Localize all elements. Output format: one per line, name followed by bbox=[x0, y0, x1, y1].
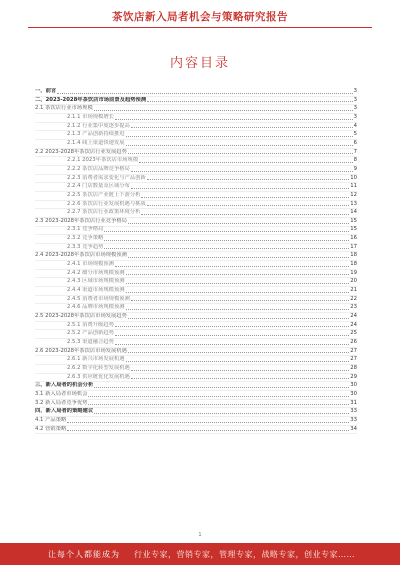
toc-entry[interactable] bbox=[35, 88, 357, 97]
toc-leader-dots bbox=[126, 292, 350, 293]
toc-entry[interactable] bbox=[35, 244, 357, 253]
toc-leader-dots bbox=[67, 430, 349, 431]
toc-leader-dots bbox=[131, 300, 349, 301]
toc-entry-page: 24 bbox=[350, 313, 357, 320]
toc-entry-page: 5 bbox=[353, 131, 357, 138]
toc-leader-dots bbox=[126, 274, 350, 275]
toc-entry-page: 16 bbox=[350, 235, 357, 242]
toc-entry-page: 14 bbox=[350, 209, 357, 216]
toc-entry[interactable] bbox=[35, 140, 357, 149]
toc-entry-label: 2.2.1 2023年茶饮店市场规模 bbox=[67, 157, 139, 164]
toc-leader-dots bbox=[141, 197, 349, 198]
toc-entry[interactable] bbox=[35, 287, 357, 296]
toc-leader-dots bbox=[128, 318, 349, 319]
toc-entry-label: 2.6.1 新兴市场发展机遇 bbox=[67, 356, 125, 363]
toc-leader-dots bbox=[126, 145, 353, 146]
toc-leader-dots bbox=[115, 266, 349, 267]
toc-entry-label: 2.3.2 竞争策略 bbox=[67, 235, 104, 242]
toc-entry-page: 3 bbox=[353, 87, 357, 94]
toc-entry[interactable] bbox=[35, 97, 357, 106]
toc-leader-dots bbox=[131, 188, 349, 189]
toc-entry-page: 22 bbox=[350, 295, 357, 302]
page-header bbox=[0, 0, 400, 30]
toc-leader-dots bbox=[126, 136, 353, 137]
toc-entry-label: 2.1.2 行业集中度逐步提高 bbox=[67, 122, 130, 129]
toc-entry[interactable] bbox=[35, 382, 357, 391]
toc-entry[interactable] bbox=[35, 426, 357, 435]
toc-entry-page: 18 bbox=[350, 252, 357, 259]
toc-entry[interactable] bbox=[35, 157, 357, 166]
toc-entry-page: 18 bbox=[350, 261, 357, 268]
toc-leader-dots bbox=[88, 404, 349, 405]
toc-entry-label: 4.2 营销策略 bbox=[35, 425, 67, 432]
toc-entry-page: 30 bbox=[350, 390, 357, 397]
toc-entry-label: 三、新入局者的机会分析 bbox=[35, 382, 94, 389]
toc-entry-page: 28 bbox=[350, 364, 357, 371]
toc-entry-label: 2.4.4 渠道市场规模预测 bbox=[67, 287, 125, 294]
toc-leader-dots bbox=[131, 171, 353, 172]
toc-entry-page: 8 bbox=[353, 157, 357, 164]
toc-entry-page: 23 bbox=[350, 304, 357, 311]
report-title: 茶饮店新入局者机会与策略研究报告 bbox=[112, 11, 288, 23]
toc-entry[interactable] bbox=[35, 270, 357, 279]
toc-leader-dots bbox=[94, 413, 349, 414]
toc-entry-label: 2.2.3 消费者需求变化与产品创新 bbox=[67, 174, 146, 181]
toc-entry-label: 2.1.3 产品创新持续推进 bbox=[67, 131, 125, 138]
toc-entry-label: 2.3.3 竞争趋势 bbox=[67, 243, 104, 250]
toc-entry-page: 11 bbox=[350, 183, 357, 190]
toc-entry-label: 2.4.2 细分市场规模预测 bbox=[67, 269, 125, 276]
toc-entry-label: 2.2.7 茶饮店行业政策环境分析 bbox=[67, 209, 141, 216]
toc-entry-page: 7 bbox=[353, 148, 357, 155]
toc-leader-dots bbox=[126, 309, 350, 310]
toc-entry-page: 3 bbox=[353, 113, 357, 120]
toc-entry-label: 2.2.6 茶饮店行业发展机遇与挑战 bbox=[67, 200, 146, 207]
toc-leader-dots bbox=[94, 110, 353, 111]
toc-entry-page: 4 bbox=[353, 122, 357, 129]
toc-entry-label: 2.5.2 产品创新趋势 bbox=[67, 330, 114, 337]
toc-leader-dots bbox=[104, 248, 349, 249]
toc-leader-dots bbox=[128, 352, 349, 353]
toc-entry[interactable] bbox=[35, 183, 357, 192]
toc-entry-page: 33 bbox=[350, 416, 357, 423]
toc-entry-page: 31 bbox=[350, 399, 357, 406]
toc-entry[interactable] bbox=[35, 322, 357, 331]
toc-entry-label: 2.3.1 竞争格局 bbox=[67, 226, 104, 233]
toc-entry-label: 2.5.3 渠道融合趋势 bbox=[67, 339, 114, 346]
header-divider bbox=[28, 27, 372, 28]
toc-entry-label: 2.4.3 区域市场规模预测 bbox=[67, 278, 125, 285]
toc-leader-dots bbox=[128, 153, 353, 154]
toc-entry[interactable] bbox=[35, 252, 357, 261]
toc-entry-label: 2.4 2023-2028年茶饮店市场规模预测 bbox=[35, 252, 127, 259]
toc-entry-label: 2.2.5 茶饮店产业链上下游分析 bbox=[67, 191, 141, 198]
toc-entry[interactable] bbox=[35, 356, 357, 365]
toc-leader-dots bbox=[147, 101, 352, 102]
toc-entry-label: 2.4.6 品牌市场规模预测 bbox=[67, 304, 125, 311]
toc-entry[interactable] bbox=[35, 348, 357, 357]
toc-leader-dots bbox=[126, 283, 350, 284]
toc-entry-label: 2.2.2 茶饮店品牌竞争格局 bbox=[67, 165, 130, 172]
toc-entry-page: 27 bbox=[350, 356, 357, 363]
toc-entry-page: 33 bbox=[350, 408, 357, 415]
toc-entry-label: 4.1 产品策略 bbox=[35, 416, 67, 423]
toc-entry[interactable] bbox=[35, 313, 357, 322]
toc-leader-dots bbox=[94, 387, 349, 388]
toc-entry-label: 2.3 2023-2028年茶饮店行业竞争格局 bbox=[35, 217, 127, 224]
toc-entry[interactable] bbox=[35, 175, 357, 184]
toc-entry[interactable] bbox=[35, 339, 357, 348]
toc-entry[interactable] bbox=[35, 417, 357, 426]
toc-entry-label: 2.1 茶饮店行业市场规模 bbox=[35, 105, 93, 112]
toc-entry-label: 四、新入局者的策略建议 bbox=[35, 408, 94, 415]
toc-entry[interactable] bbox=[35, 201, 357, 210]
table-of-contents bbox=[35, 88, 357, 434]
toc-entry-label: 2.1.4 线上渠道快速发展 bbox=[67, 139, 125, 146]
toc-entry[interactable] bbox=[35, 304, 357, 313]
toc-entry[interactable] bbox=[35, 227, 357, 236]
toc-leader-dots bbox=[115, 326, 349, 327]
toc-entry-label: 2.4.1 市场规模预测 bbox=[67, 261, 114, 268]
toc-entry-label: 2.2.4 门店数量及区域分布 bbox=[67, 183, 130, 190]
toc-entry[interactable] bbox=[35, 218, 357, 227]
toc-entry[interactable] bbox=[35, 123, 357, 132]
toc-entry-page: 19 bbox=[350, 269, 357, 276]
toc-entry-label: 2.5 2023-2028年茶饮店市场发展趋势 bbox=[35, 313, 127, 320]
toc-leader-dots bbox=[57, 93, 352, 94]
toc-entry-label: 一、前言 bbox=[35, 87, 57, 94]
toc-entry-label: 2.6.3 供应链优化发展机遇 bbox=[67, 373, 130, 380]
toc-entry[interactable] bbox=[35, 166, 357, 175]
toc-leader-dots bbox=[131, 127, 353, 128]
toc-entry-page: 17 bbox=[350, 243, 357, 250]
toc-entry-page: 3 bbox=[353, 96, 357, 103]
toc-leader-dots bbox=[115, 344, 349, 345]
page-number: 1 bbox=[198, 532, 202, 538]
toc-entry-label: 2.5.1 消费升级趋势 bbox=[67, 321, 114, 328]
toc-entry-page: 15 bbox=[350, 217, 357, 224]
toc-entry-label: 2.6 2023-2028年茶饮店市场发展机遇 bbox=[35, 347, 127, 354]
toc-entry[interactable] bbox=[35, 330, 357, 339]
toc-entry-page: 12 bbox=[350, 191, 357, 198]
toc-leader-dots bbox=[131, 370, 349, 371]
toc-entry-page: 24 bbox=[350, 321, 357, 328]
toc-entry-page: 10 bbox=[350, 174, 357, 181]
toc-entry-page: 21 bbox=[350, 287, 357, 294]
toc-entry-page: 34 bbox=[350, 425, 357, 432]
toc-entry[interactable] bbox=[35, 209, 357, 218]
toc-entry-page: 30 bbox=[350, 382, 357, 389]
toc-entry-label: 二、2023-2028年茶饮店市场前景及趋势预测 bbox=[35, 96, 147, 103]
toc-entry[interactable] bbox=[35, 365, 357, 374]
toc-entry-label: 2.2 2023-2028年茶饮店行业发展趋势 bbox=[35, 148, 127, 155]
toc-leader-dots bbox=[67, 422, 349, 423]
toc-entry[interactable] bbox=[35, 192, 357, 201]
footer-tagline: 行业专家，营销专家，管理专家，战略专家，创业专家…… bbox=[134, 550, 355, 559]
toc-leader-dots bbox=[147, 205, 350, 206]
toc-entry-label: 2.6.2 数字化转型发展机遇 bbox=[67, 364, 130, 371]
toc-leader-dots bbox=[115, 119, 353, 120]
toc-entry-page: 20 bbox=[350, 278, 357, 285]
toc-entry-label: 3.2 新入局者竞争优势 bbox=[35, 399, 88, 406]
toc-leader-dots bbox=[141, 214, 349, 215]
toc-entry[interactable] bbox=[35, 261, 357, 270]
toc-entry-page: 6 bbox=[353, 139, 357, 146]
toc-entry-page: 29 bbox=[350, 373, 357, 380]
toc-leader-dots bbox=[88, 396, 349, 397]
toc-entry[interactable] bbox=[35, 114, 357, 123]
toc-entry-page: 3 bbox=[353, 105, 357, 112]
toc-entry-page: 13 bbox=[350, 200, 357, 207]
toc-entry[interactable] bbox=[35, 391, 357, 400]
toc-entry-label: 2.1.1 市场规模增长 bbox=[67, 113, 114, 120]
toc-leader-dots bbox=[115, 335, 349, 336]
footer-banner bbox=[0, 543, 400, 565]
toc-entry-page: 25 bbox=[350, 330, 357, 337]
toc-entry[interactable] bbox=[35, 408, 357, 417]
toc-entry-page: 15 bbox=[350, 226, 357, 233]
toc-entry[interactable] bbox=[35, 105, 357, 114]
footer-slogan: 让每个人都能成为 bbox=[48, 550, 120, 559]
toc-leader-dots bbox=[128, 223, 349, 224]
toc-entry[interactable] bbox=[35, 149, 357, 158]
toc-leader-dots bbox=[104, 240, 349, 241]
toc-entry[interactable] bbox=[35, 400, 357, 409]
toc-entry[interactable] bbox=[35, 296, 357, 305]
toc-leader-dots bbox=[126, 361, 350, 362]
toc-entry-page: 26 bbox=[350, 339, 357, 346]
toc-title: 内容目录 bbox=[169, 56, 230, 71]
toc-entry[interactable] bbox=[35, 235, 357, 244]
toc-entry-page: 9 bbox=[353, 165, 357, 172]
toc-entry-label: 3.1 新入局者市场机会 bbox=[35, 390, 88, 397]
toc-entry[interactable] bbox=[35, 374, 357, 383]
toc-leader-dots bbox=[139, 162, 353, 163]
toc-entry-page: 27 bbox=[350, 347, 357, 354]
toc-entry[interactable] bbox=[35, 131, 357, 140]
toc-entry-label: 2.4.5 消费者市场规模预测 bbox=[67, 295, 130, 302]
toc-entry[interactable] bbox=[35, 278, 357, 287]
toc-leader-dots bbox=[147, 179, 350, 180]
toc-leader-dots bbox=[131, 378, 349, 379]
toc-leader-dots bbox=[104, 231, 349, 232]
toc-leader-dots bbox=[128, 257, 349, 258]
